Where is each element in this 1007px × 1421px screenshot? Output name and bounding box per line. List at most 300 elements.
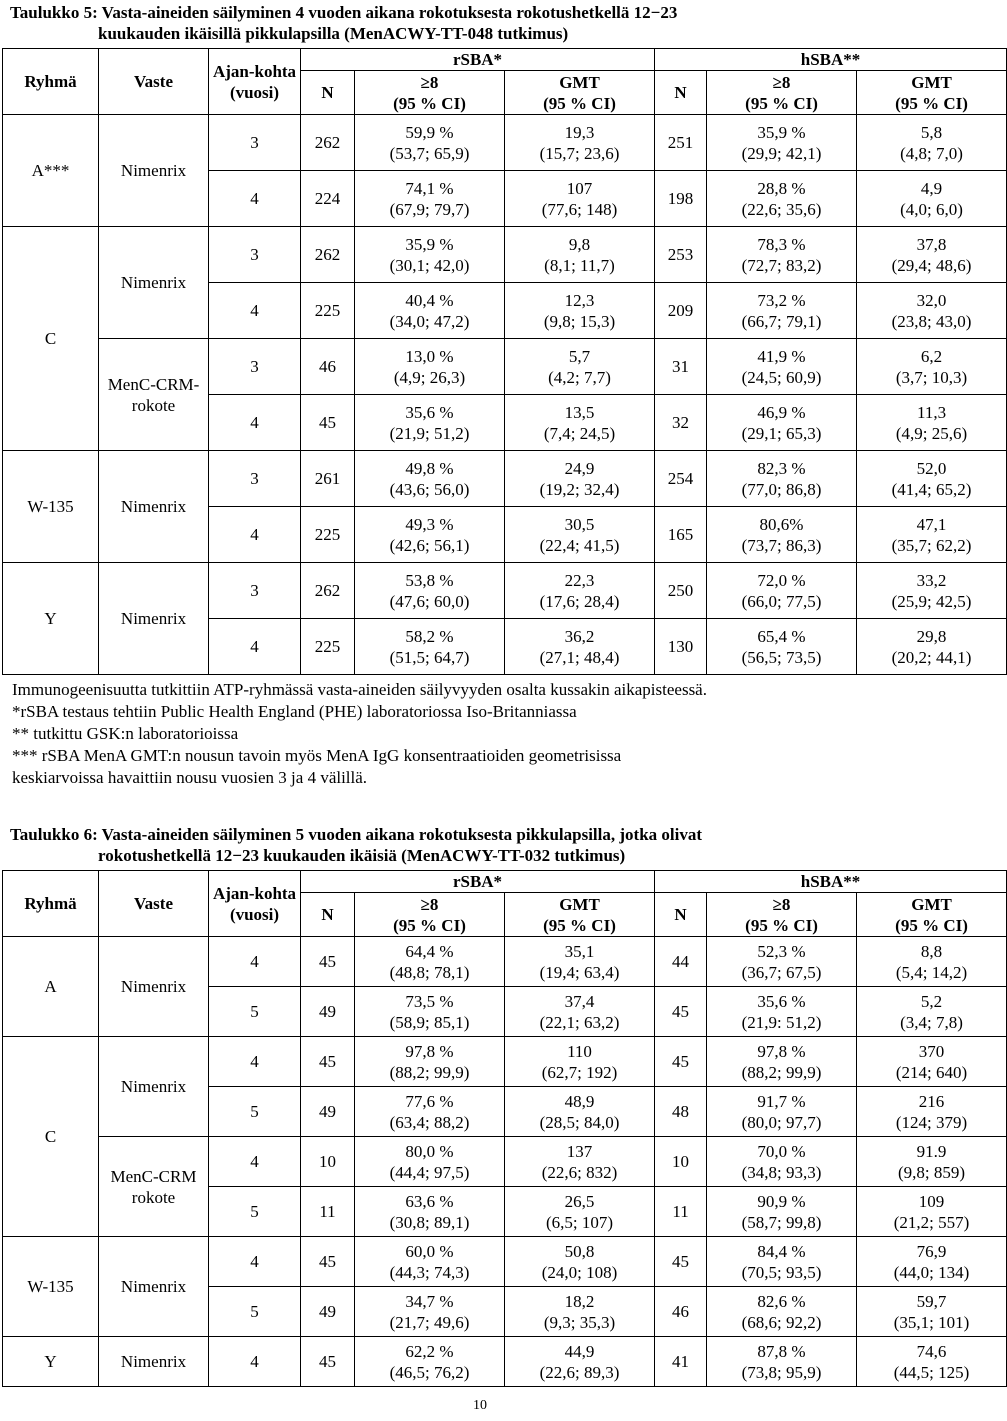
ci: (22,4; 41,5) <box>539 535 620 555</box>
rsba-gmt-cell <box>505 563 655 619</box>
ci-label: (95 % CI) <box>393 915 466 935</box>
table5-header <box>3 49 1007 115</box>
hsba-ge8-cell <box>707 1237 857 1287</box>
note: Immunogeenisuutta tutkittiin ATP-ryhmässä vasta-aineiden säilyvyyden osalta kussakin aikapisteessä. <box>12 680 707 699</box>
value: 11,3 <box>916 402 947 422</box>
ci-label: (95 % CI) <box>393 93 466 113</box>
value: 73,2 % <box>757 290 806 310</box>
hsba-gmt-cell <box>857 563 1007 619</box>
hsba-n-cell: 44 <box>655 937 707 987</box>
page-number: 10 <box>473 1398 487 1413</box>
value: 35,1 <box>564 941 595 961</box>
hsba-ge8-cell <box>707 507 857 563</box>
value: 49,3 % <box>405 514 454 534</box>
hsba-n-cell: 165 <box>655 507 707 563</box>
ci: (20,2; 44,1) <box>891 647 972 667</box>
rsba-gmt-cell <box>505 171 655 227</box>
value: 35,9 % <box>757 122 806 142</box>
response-cell: Nimenrix <box>99 937 209 1037</box>
table-row <box>3 1137 1007 1187</box>
hsba-gmt-cell <box>857 1187 1007 1237</box>
response-cell: MenC-CRM-rokote <box>99 339 209 451</box>
ci: (24,0; 108) <box>541 1262 618 1282</box>
value: 37,4 <box>564 991 595 1011</box>
ci: (4,9; 26,3) <box>393 367 466 387</box>
rsba-n-cell: 49 <box>301 1287 355 1337</box>
hsba-gmt-cell <box>857 283 1007 339</box>
year-cell: 3 <box>209 339 301 395</box>
rsba-n-cell: 45 <box>301 1337 355 1387</box>
year-cell: 5 <box>209 1187 301 1237</box>
ci: (35,1; 101) <box>893 1312 970 1332</box>
value: 35,9 % <box>405 234 454 254</box>
rsba-gmt-cell <box>505 987 655 1037</box>
value: 29,8 <box>916 626 947 646</box>
ci: (29,4; 48,6) <box>891 255 972 275</box>
ci: (19,2; 32,4) <box>539 479 620 499</box>
ci: (29,9; 42,1) <box>741 143 822 163</box>
table-row <box>3 563 1007 619</box>
gmt-label: GMT <box>559 894 600 914</box>
ge8-label: ≥8 <box>420 894 439 914</box>
hsba-ge8-cell <box>707 339 857 395</box>
ci: (56,5; 73,5) <box>741 647 822 667</box>
hsba-n-cell: 45 <box>655 1037 707 1087</box>
ci: (22,6; 35,6) <box>741 199 822 219</box>
ge8-label: ≥8 <box>772 894 791 914</box>
rsba-ge8-cell <box>355 395 505 451</box>
value: 26,5 <box>564 1191 595 1211</box>
rsba-ge8-cell <box>355 1237 505 1287</box>
ci: (34,8; 93,3) <box>741 1162 822 1182</box>
year-cell: 5 <box>209 1087 301 1137</box>
hsba-gmt-cell <box>857 1137 1007 1187</box>
rsba-gmt-cell <box>505 227 655 283</box>
value: 47,1 <box>916 514 947 534</box>
hsba-ge8-cell <box>707 115 857 171</box>
ci: (30,1; 42,0) <box>389 255 470 275</box>
hsba-ge8-cell <box>707 1137 857 1187</box>
group-cell: W-135 <box>3 1237 99 1337</box>
hsba-n-cell: 41 <box>655 1337 707 1387</box>
ci: (4,0; 6,0) <box>900 199 963 219</box>
ci: (9,8; 859) <box>898 1162 966 1182</box>
value: 49,8 % <box>405 458 454 478</box>
ci: (35,7; 62,2) <box>891 535 972 555</box>
hsba-n-cell: 31 <box>655 339 707 395</box>
group-cell: Y <box>3 1337 99 1387</box>
year-cell: 4 <box>209 1337 301 1387</box>
hsba-gmt-cell <box>857 937 1007 987</box>
rsba-ge8-cell <box>355 339 505 395</box>
value: 41,9 % <box>757 346 806 366</box>
rsba-ge8-cell <box>355 451 505 507</box>
ci: (51,5; 64,7) <box>389 647 470 667</box>
table6 <box>2 870 1007 1387</box>
table5-body <box>3 115 1007 675</box>
rsba-ge8-cell <box>355 1287 505 1337</box>
ci: (73,7; 86,3) <box>741 535 822 555</box>
year-cell: 4 <box>209 937 301 987</box>
hsba-ge8-cell <box>707 1087 857 1137</box>
value: 60,0 % <box>405 1241 454 1261</box>
value: 137 <box>566 1141 593 1161</box>
year-cell: 4 <box>209 171 301 227</box>
ge8-label: ≥8 <box>420 72 439 92</box>
hsba-ge8-cell <box>707 171 857 227</box>
value: 24,9 <box>564 458 595 478</box>
header-rsba-gmt <box>505 71 655 115</box>
value: 109 <box>918 1191 945 1211</box>
group-cell: A <box>3 937 99 1037</box>
table6-caption <box>10 824 955 866</box>
hsba-n-cell: 251 <box>655 115 707 171</box>
rsba-n-cell: 262 <box>301 115 355 171</box>
hsba-ge8-cell <box>707 619 857 675</box>
value: 13,5 <box>564 402 595 422</box>
rsba-gmt-cell <box>505 1187 655 1237</box>
ci: (62,7; 192) <box>541 1062 618 1082</box>
table-row <box>3 1237 1007 1287</box>
hsba-n-cell: 48 <box>655 1087 707 1137</box>
value: 44,9 <box>564 1341 595 1361</box>
value: 97,8 % <box>757 1041 806 1061</box>
rsba-n-cell: 261 <box>301 451 355 507</box>
ci: (5,4; 14,2) <box>895 962 968 982</box>
hsba-ge8-cell <box>707 1187 857 1237</box>
header-rsba-n: N <box>301 893 355 937</box>
rsba-gmt-cell <box>505 451 655 507</box>
rsba-gmt-cell <box>505 619 655 675</box>
note: *** rSBA MenA GMT:n nousun tavoin myös MenA IgG konsentraatioiden geometrisissa <box>12 746 622 765</box>
ci: (28,5; 84,0) <box>539 1112 620 1132</box>
table6-body <box>3 937 1007 1387</box>
rsba-ge8-cell <box>355 283 505 339</box>
table-row <box>3 1037 1007 1087</box>
ci-label: (95 % CI) <box>895 93 968 113</box>
ci-label: (95 % CI) <box>543 93 616 113</box>
year-cell: 3 <box>209 451 301 507</box>
hsba-gmt-cell <box>857 1037 1007 1087</box>
ci: (44,0; 134) <box>893 1262 970 1282</box>
rsba-gmt-cell <box>505 339 655 395</box>
value: 6,2 <box>920 346 943 366</box>
rsba-ge8-cell <box>355 507 505 563</box>
ci-label: (95 % CI) <box>745 915 818 935</box>
value: 74,1 % <box>405 178 454 198</box>
table5-caption-line1: Taulukko 5: Vasta-aineiden säilyminen 4 vuoden aikana rokotuksesta rokotushetkellä 12−23 <box>10 3 678 22</box>
group-cell: C <box>3 227 99 451</box>
hsba-n-cell: 253 <box>655 227 707 283</box>
hsba-n-cell: 11 <box>655 1187 707 1237</box>
response-cell: Nimenrix <box>99 1337 209 1387</box>
hsba-gmt-cell <box>857 619 1007 675</box>
header-rsba-gmt <box>505 893 655 937</box>
table-row <box>3 937 1007 987</box>
hsba-gmt-cell <box>857 339 1007 395</box>
hsba-ge8-cell <box>707 451 857 507</box>
value: 30,5 <box>564 514 595 534</box>
hsba-n-cell: 45 <box>655 987 707 1037</box>
table-row <box>3 227 1007 283</box>
value: 110 <box>567 1041 592 1061</box>
hsba-n-cell: 198 <box>655 171 707 227</box>
ci: (42,6; 56,1) <box>389 535 470 555</box>
ci: (53,7; 65,9) <box>389 143 470 163</box>
value: 52,0 <box>916 458 947 478</box>
year-cell: 4 <box>209 1237 301 1287</box>
value: 65,4 % <box>757 626 806 646</box>
ci: (44,3; 74,3) <box>389 1262 470 1282</box>
ci: (7,4; 24,5) <box>543 423 616 443</box>
ci: (15,7; 23,6) <box>539 143 620 163</box>
value: 72,0 % <box>757 570 806 590</box>
table5-caption <box>10 2 955 44</box>
value: 62,2 % <box>405 1341 454 1361</box>
group-cell: W-135 <box>3 451 99 563</box>
value: 36,2 <box>564 626 595 646</box>
gmt-label: GMT <box>911 894 952 914</box>
ci: (6,5; 107) <box>545 1212 614 1232</box>
hsba-ge8-cell <box>707 1337 857 1387</box>
ci: (24,5; 60,9) <box>741 367 822 387</box>
header-hsba-n: N <box>655 71 707 115</box>
value: 216 <box>918 1091 945 1111</box>
ci: (43,6; 56,0) <box>389 479 470 499</box>
rsba-gmt-cell <box>505 1137 655 1187</box>
year-cell: 4 <box>209 395 301 451</box>
rsba-n-cell: 49 <box>301 1087 355 1137</box>
table-row <box>3 115 1007 171</box>
hsba-n-cell: 32 <box>655 395 707 451</box>
ci: (3,7; 10,3) <box>895 367 968 387</box>
rsba-n-cell: 45 <box>301 395 355 451</box>
hsba-n-cell: 209 <box>655 283 707 339</box>
rsba-n-cell: 262 <box>301 227 355 283</box>
hsba-gmt-cell <box>857 1087 1007 1137</box>
year-cell: 4 <box>209 507 301 563</box>
year-cell: 3 <box>209 115 301 171</box>
rsba-gmt-cell <box>505 1087 655 1137</box>
note: ** tutkittu GSK:n laboratorioissa <box>12 724 239 743</box>
rsba-gmt-cell <box>505 937 655 987</box>
header-ajankohta: Ajan-kohta (vuosi) <box>209 49 301 115</box>
ci: (8,1; 11,7) <box>544 255 615 275</box>
hsba-gmt-cell <box>857 987 1007 1037</box>
table-row <box>3 339 1007 395</box>
rsba-n-cell: 225 <box>301 507 355 563</box>
value: 64,4 % <box>405 941 454 961</box>
header-ajankohta: Ajan-kohta (vuosi) <box>209 871 301 937</box>
ci: (30,8; 89,1) <box>389 1212 470 1232</box>
ci: (22,6; 832) <box>541 1162 618 1182</box>
header-ryhma: Ryhmä <box>3 871 99 937</box>
rsba-n-cell: 45 <box>301 937 355 987</box>
value: 59,7 <box>916 1291 947 1311</box>
rsba-ge8-cell <box>355 1337 505 1387</box>
hsba-gmt-cell <box>857 171 1007 227</box>
response-cell: Nimenrix <box>99 451 209 563</box>
value: 8,8 <box>920 941 943 961</box>
hsba-ge8-cell <box>707 1287 857 1337</box>
ci: (29,1; 65,3) <box>741 423 822 443</box>
ci: (77,6; 148) <box>541 199 618 219</box>
rsba-gmt-cell <box>505 507 655 563</box>
value: 33,2 <box>916 570 947 590</box>
ci-label: (95 % CI) <box>745 93 818 113</box>
hsba-n-cell: 250 <box>655 563 707 619</box>
response-cell: Nimenrix <box>99 563 209 675</box>
year-cell: 5 <box>209 1287 301 1337</box>
hsba-gmt-cell <box>857 395 1007 451</box>
ci: (9,8; 15,3) <box>543 311 616 331</box>
value: 32,0 <box>916 290 947 310</box>
value: 82,6 % <box>757 1291 806 1311</box>
hsba-gmt-cell <box>857 1237 1007 1287</box>
rsba-gmt-cell <box>505 1037 655 1087</box>
group-cell: C <box>3 1037 99 1237</box>
hsba-ge8-cell <box>707 395 857 451</box>
hsba-gmt-cell <box>857 507 1007 563</box>
value: 63,6 % <box>405 1191 454 1211</box>
response-cell: Nimenrix <box>99 1237 209 1337</box>
response-cell: Nimenrix <box>99 227 209 339</box>
rsba-n-cell: 262 <box>301 563 355 619</box>
hsba-n-cell: 254 <box>655 451 707 507</box>
header-rsba-n: N <box>301 71 355 115</box>
table5 <box>2 48 1007 675</box>
value: 53,8 % <box>405 570 454 590</box>
ci: (27,1; 48,4) <box>539 647 620 667</box>
ci: (9,3; 35,3) <box>543 1312 616 1332</box>
value: 82,3 % <box>757 458 806 478</box>
ci: (124; 379) <box>895 1112 968 1132</box>
ci: (66,7; 79,1) <box>741 311 822 331</box>
value: 58,2 % <box>405 626 454 646</box>
rsba-gmt-cell <box>505 395 655 451</box>
value: 370 <box>918 1041 945 1061</box>
hsba-n-cell: 46 <box>655 1287 707 1337</box>
value: 87,8 % <box>757 1341 806 1361</box>
ci: (4,2; 7,7) <box>548 367 611 387</box>
ge8-label: ≥8 <box>772 72 791 92</box>
ci: (23,8; 43,0) <box>891 311 972 331</box>
header-vaste: Vaste <box>99 49 209 115</box>
value: 97,8 % <box>405 1041 454 1061</box>
year-cell: 4 <box>209 1137 301 1187</box>
value: 18,2 <box>564 1291 595 1311</box>
rsba-ge8-cell <box>355 1087 505 1137</box>
table6-caption-line1: Taulukko 6: Vasta-aineiden säilyminen 5 vuoden aikana rokotuksesta pikkulapsilla, jotka olivat <box>10 825 703 844</box>
header-hsba: hSBA** <box>655 49 1007 71</box>
year-cell: 4 <box>209 283 301 339</box>
table5-caption-line2: kuukauden ikäisillä pikkulapsilla (MenACWY-TT-048 tutkimus) <box>98 24 569 43</box>
value: 80,0 % <box>405 1141 454 1161</box>
value: 91,7 % <box>757 1091 806 1111</box>
value: 13,0 % <box>405 346 454 366</box>
header-hsba-n: N <box>655 893 707 937</box>
rsba-ge8-cell <box>355 1137 505 1187</box>
value: 35,6 % <box>405 402 454 422</box>
group-cell: A*** <box>3 115 99 227</box>
rsba-n-cell: 45 <box>301 1037 355 1087</box>
value: 28,8 % <box>757 178 806 198</box>
header-hsba-ge8 <box>707 71 857 115</box>
rsba-gmt-cell <box>505 1337 655 1387</box>
table5-notes <box>12 679 952 789</box>
value: 37,8 <box>916 234 947 254</box>
ci: (17,6; 28,4) <box>539 591 620 611</box>
ci: (44,5; 125) <box>893 1362 970 1382</box>
table6-caption-line2: rokotushetkellä 12−23 kuukauden ikäisiä (MenACWY-TT-032 tutkimus) <box>98 846 626 865</box>
value: 74,6 <box>916 1341 947 1361</box>
ci: (21,9; 51,2) <box>389 423 470 443</box>
hsba-gmt-cell <box>857 1287 1007 1337</box>
rsba-n-cell: 45 <box>301 1237 355 1287</box>
year-cell: 3 <box>209 227 301 283</box>
value: 107 <box>566 178 593 198</box>
ci: (47,6; 60,0) <box>389 591 470 611</box>
value: 5,2 <box>920 991 943 1011</box>
value: 78,3 % <box>757 234 806 254</box>
group-cell: Y <box>3 563 99 675</box>
hsba-gmt-cell <box>857 115 1007 171</box>
ci: (70,5; 93,5) <box>741 1262 822 1282</box>
value: 34,7 % <box>405 1291 454 1311</box>
rsba-gmt-cell <box>505 1287 655 1337</box>
table-row <box>3 451 1007 507</box>
hsba-ge8-cell <box>707 283 857 339</box>
ci: (88,2; 99,9) <box>389 1062 470 1082</box>
rsba-gmt-cell <box>505 115 655 171</box>
value: 48,9 <box>564 1091 595 1111</box>
year-cell: 4 <box>209 1037 301 1087</box>
header-hsba: hSBA** <box>655 871 1007 893</box>
ci: (58,7; 99,8) <box>741 1212 822 1232</box>
rsba-ge8-cell <box>355 171 505 227</box>
response-cell: MenC-CRM rokote <box>99 1137 209 1237</box>
rsba-ge8-cell <box>355 115 505 171</box>
hsba-ge8-cell <box>707 937 857 987</box>
rsba-ge8-cell <box>355 1187 505 1237</box>
value: 73,5 % <box>405 991 454 1011</box>
rsba-ge8-cell <box>355 987 505 1037</box>
hsba-ge8-cell <box>707 987 857 1037</box>
value: 35,6 % <box>757 991 806 1011</box>
ci-label: (95 % CI) <box>543 915 616 935</box>
ci: (77,0; 86,8) <box>741 479 822 499</box>
ci: (48,8; 78,1) <box>389 962 470 982</box>
table-row <box>3 1337 1007 1387</box>
rsba-ge8-cell <box>355 937 505 987</box>
value: 40,4 % <box>405 290 454 310</box>
ci: (19,4; 63,4) <box>539 962 620 982</box>
ci: (68,6; 92,2) <box>741 1312 822 1332</box>
rsba-n-cell: 46 <box>301 339 355 395</box>
ci: (22,1; 63,2) <box>539 1012 620 1032</box>
hsba-gmt-cell <box>857 451 1007 507</box>
ci: (3,4; 7,8) <box>900 1012 963 1032</box>
value: 5,7 <box>568 346 591 366</box>
hsba-ge8-cell <box>707 227 857 283</box>
ci: (21,7; 49,6) <box>389 1312 470 1332</box>
year-cell: 5 <box>209 987 301 1037</box>
hsba-n-cell: 10 <box>655 1137 707 1187</box>
ci: (73,8; 95,9) <box>741 1362 822 1382</box>
header-hsba-gmt <box>857 893 1007 937</box>
rsba-ge8-cell <box>355 619 505 675</box>
rsba-n-cell: 11 <box>301 1187 355 1237</box>
